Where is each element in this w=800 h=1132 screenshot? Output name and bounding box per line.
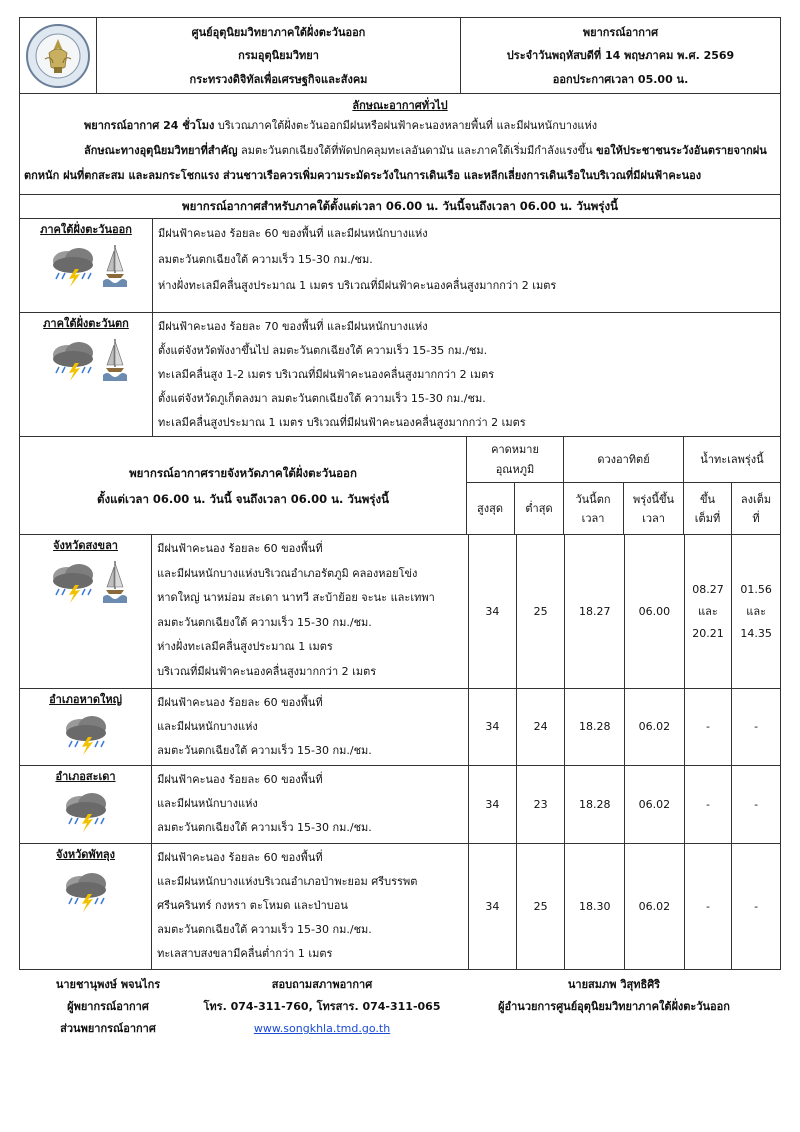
tide-low-value [732,535,780,688]
desc-line: มีฝนฟ้าคะนอง ร้อยละ 60 ของพื้นที่ [157,542,323,555]
sunset-value: 18.28 [565,689,625,765]
desc-line: มีฝนฟ้าคะนอง ร้อยละ 60 ของพื้นที่ [157,851,323,864]
region-name: ภาคใต้ฝั่งตะวันออก [40,223,132,236]
province-description [152,844,469,969]
tide-low-and: และ [746,604,766,618]
thunderstorm-icon [45,559,101,603]
tide-high-time-1: 08.27 [692,582,724,596]
contact-info [197,974,447,1040]
province-label-cell [20,766,152,843]
director-role: ผู้อำนวยการศูนย์อุตุนิยมวิทยาภาคใต้ฝั่งตะวันออก [498,1000,730,1013]
province-icons [20,788,151,832]
rough-sea-sailboat-icon [103,337,127,381]
sun-subheads [564,483,684,534]
phone-fax: โทร. 074-311-760, โทรสาร. 074-311-065 [203,1000,441,1013]
province-name: อำเภอหาดใหญ่ [49,693,123,706]
forecaster-role: ผู้พยากรณ์อากาศ [67,1000,149,1013]
sunset-head: วันนี้ตกเวลา [564,483,624,534]
temp-min-head: ต่ำสุด [525,502,553,515]
p2-text: ลมตะวันตกเฉียงใต้ที่พัดปกคลุมทะเลอันดามัน และภาคใต้เริ่มมีกำลังแรงขึ้น [237,144,597,157]
province-row-sadao [19,766,781,844]
province-icons [20,711,151,755]
forecaster-dept: ส่วนพยากรณ์อากาศ [60,1022,156,1035]
department-name: กรมอุตุนิยมวิทยา [238,49,319,63]
forecast-info-block [461,18,780,93]
sunrise-value: 06.02 [625,689,685,765]
sunset-value: 18.28 [565,766,625,843]
sunset-value: 18.27 [565,535,625,688]
general-paragraph-2 [24,138,776,188]
region-row-east [19,219,781,313]
desc-line: ลมตะวันตกเฉียงใต้ ความเร็ว 15-30 กม./ชม. [157,821,372,834]
temp-min-value: 25 [517,844,566,969]
tide-high-time-2: 20.21 [692,626,724,640]
desc-line: บริเวณที่มีฝนฟ้าคะนองคลื่นสูงมากกว่า 2 เมตร [157,664,377,678]
p2-warning: ขอให้ประชาชนระวังอันตรายจากฝนตกหนัก ฝนที่ตกสะสม และลมกระโชกแรง ส่วนชาวเรือควรเพิ่มความระมัดระวังในการเดินเรือ และหลีกเลี่ยงการเดินเรือในบริเวณที่มีฝนฟ้าคะนอง [24,144,767,182]
temp-max-value: 34 [469,535,517,688]
inquiry-label: สอบถามสภาพอากาศ [271,978,373,991]
tide-low-head: ลงเต็มที่ [740,492,772,525]
sunrise-value: 06.02 [625,766,685,843]
desc-line: ตั้งแต่จังหวัดพังงาขึ้นไป ลมตะวันตกเฉียงใต้ ความเร็ว 15-35 กม./ชม. [158,344,488,357]
province-label-cell [20,844,152,969]
thunderstorm-icon [58,868,114,912]
tide-high-value [685,535,733,688]
ministry-name: กระทรวงดิจิทัลเพื่อเศรษฐกิจและสังคม [189,73,368,87]
document-footer [19,974,781,1040]
thunderstorm-icon [58,711,114,755]
desc-line: มีฝนฟ้าคะนอง ร้อยละ 60 ของพื้นที่ [157,773,323,786]
agency-name: ศูนย์อุตุนิยมวิทยาภาคใต้ฝั่งตะวันออก [191,25,366,39]
province-row-hatyai [19,689,781,766]
tide-group [684,437,780,534]
desc-line: มีฝนฟ้าคะนอง ร้อยละ 70 ของพื้นที่ และมีฝนหนักบางแห่ง [158,320,428,333]
forecast-document [19,17,781,1040]
tmd-logo-icon [25,23,91,89]
desc-line: ห่างฝั่งทะเลมีคลื่นสูงประมาณ 1 เมตร [157,640,333,653]
province-header-title [20,437,467,534]
forecast-date: ประจำวันพฤหัสบดีที่ 14 พฤษภาคม พ.ศ. 2569 [506,49,735,63]
general-weather-section [19,94,781,195]
tide-subheads [684,483,780,534]
tide-high-and: และ [698,604,718,618]
sunrise-value: 06.00 [625,535,685,688]
province-name: จังหวัดพัทลุง [56,848,116,861]
province-icons [20,868,151,912]
region-icons [20,243,152,287]
desc-line: และมีฝนหนักบางแห่งบริเวณอำเภอป่าพะยอม ศรีบรรพต [157,875,418,888]
tide-high-head: ขึ้นเต็มที่ [684,483,732,534]
director-name: นายสมภพ วิสุทธิศิริ [567,978,661,991]
desc-line: มีฝนฟ้าคะนอง ร้อยละ 60 ของพื้นที่ และมีฝนหนักบางแห่ง [158,227,428,240]
sun-group [564,437,684,534]
tide-high-value: - [685,689,733,765]
province-label-cell [20,535,152,688]
temp-min-value: 25 [517,535,566,688]
region-label-cell [20,313,153,436]
regional-title: พยากรณ์อากาศสำหรับภาคใต้ตั้งแต่เวลา 06.00 น. วันนี้จนถึงเวลา 06.00 น. วันพรุ่งนี้ [19,195,781,219]
desc-line: ทะเลสาบสงขลามีคลื่นต่ำกว่า 1 เมตร [157,947,333,960]
desc-line: ลมตะวันตกเฉียงใต้ ความเร็ว 15-30 กม./ชม. [158,253,373,266]
region-description [153,219,780,312]
desc-line: และมีฝนหนักบางแห่งบริเวณอำเภอรัตภูมิ คลองหอยโข่ง [157,566,418,580]
region-icons [20,337,152,381]
p1-heading: พยากรณ์อากาศ 24 ชั่วโมง [84,119,215,132]
thunderstorm-icon [45,243,101,287]
issue-time: ออกประกาศเวลา 05.00 น. [552,73,689,87]
desc-line: หาดใหญ่ นาหม่อม สะเดา นาทวี สะบ้าย้อย จะนะ และเทพา [157,591,435,604]
region-label-cell [20,219,153,312]
temp-max-head: สูงสุด [467,483,515,534]
logo-cell [20,18,97,93]
tide-high-value: - [685,844,733,969]
tide-low-value: - [754,899,759,913]
province-row-phatthalung [19,844,781,970]
province-description [152,535,469,688]
province-icons [20,559,151,603]
desc-line: ลมตะวันตกเฉียงใต้ ความเร็ว 15-30 กม./ชม. [157,923,372,936]
province-head-line1: พยากรณ์อากาศรายจังหวัดภาคใต้ฝั่งตะวันออก [129,465,357,480]
region-name: ภาคใต้ฝั่งตะวันตก [43,317,129,330]
desc-line: และมีฝนหนักบางแห่ง [157,720,258,733]
province-label-cell [20,689,152,765]
tide-high-value: - [685,766,733,843]
temp-min-value: 23 [517,766,566,843]
desc-line: ตั้งแต่จังหวัดภูเก็ตลงมา ลมตะวันตกเฉียงใต้ ความเร็ว 15-30 กม./ชม. [158,392,486,405]
province-name: อำเภอสะเดา [55,770,116,783]
tide-low-value: - [754,797,759,811]
desc-line: ห่างฝั่งทะเลมีคลื่นสูงประมาณ 1 เมตร บริเวณที่มีฝนฟ้าคะนองคลื่นสูงมากกว่า 2 เมตร [158,279,557,292]
temp-max-value: 34 [469,844,517,969]
temperature-group [467,437,564,534]
sunrise-value: 06.02 [625,844,685,969]
tide-low-time-2: 14.35 [740,626,772,640]
director-signature [447,974,781,1040]
desc-line: ลมตะวันตกเฉียงใต้ ความเร็ว 15-30 กม./ชม. [157,615,372,629]
tide-low-value: - [754,720,759,733]
temp-max-value: 34 [469,766,517,843]
p2-heading: ลักษณะทางอุตุนิยมวิทยาที่สำคัญ [84,144,238,157]
desc-line: ศรีนครินทร์ กงหรา ตะโหมด และป่าบอน [157,899,348,912]
desc-line: ทะเลมีคลื่นสูง 1-2 เมตร บริเวณที่มีฝนฟ้าคะนองคลื่นสูงมากกว่า 2 เมตร [158,368,495,381]
province-table-header [19,437,781,535]
desc-line: ลมตะวันตกเฉียงใต้ ความเร็ว 15-30 กม./ชม. [157,744,372,757]
province-head-line2: ตั้งแต่เวลา 06.00 น. วันนี้ จนถึงเวลา 06.00 น. วันพรุ่งนี้ [97,491,389,506]
rough-sea-sailboat-icon [103,559,127,603]
p1-text: บริเวณภาคใต้ฝั่งตะวันออกมีฝนหรือฝนฟ้าคะนองหลายพื้นที่ และมีฝนหนักบางแห่ง [214,119,598,132]
tide-low-time-1: 01.56 [740,582,772,596]
region-row-west [19,313,781,437]
forecaster-name: นายชานุพงษ์ พจนไกร [55,978,161,991]
temp-max-value: 34 [469,689,517,765]
region-description [153,313,780,436]
tide-group-label: น้ำทะเลพรุ่งนี้ [684,437,780,483]
temperature-group-label: คาดหมายอุณหภูมิ [467,437,564,483]
sun-group-label: ดวงอาทิตย์ [564,437,684,483]
desc-line: มีฝนฟ้าคะนอง ร้อยละ 60 ของพื้นที่ [157,696,323,709]
thunderstorm-icon [45,337,101,381]
general-title: ลักษณะอากาศทั่วไป [352,99,448,112]
temperature-subheads [467,483,564,534]
sunrise-head: พรุ่งนี้ขึ้นเวลา [632,492,675,525]
general-paragraph-1 [24,113,776,138]
agency-block [97,18,461,93]
website-link[interactable]: www.songkhla.tmd.go.th [253,1022,391,1035]
document-header [19,17,781,94]
province-name: จังหวัดสงขลา [53,539,118,552]
thunderstorm-icon [58,788,114,832]
forecast-title: พยากรณ์อากาศ [582,25,659,39]
province-description [152,766,469,843]
desc-line: และมีฝนหนักบางแห่ง [157,797,258,810]
province-row-songkhla [19,535,781,689]
desc-line: ทะเลมีคลื่นสูงประมาณ 1 เมตร บริเวณที่มีฝนฟ้าคะนองคลื่นสูงมากกว่า 2 เมตร [158,416,526,429]
province-description [152,689,469,765]
temp-min-value: 24 [517,689,566,765]
sunset-value: 18.30 [565,844,625,969]
forecaster-signature [19,974,197,1040]
rough-sea-sailboat-icon [103,243,127,287]
